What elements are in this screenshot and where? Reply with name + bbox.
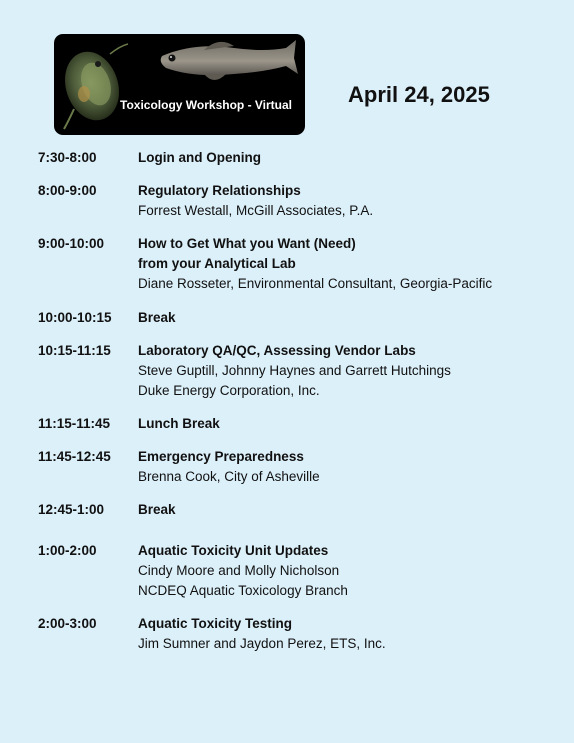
session-title: Aquatic Toxicity Unit Updates <box>138 543 329 558</box>
event-date: April 24, 2025 <box>348 82 490 107</box>
schedule-time: 12:45-1:00 <box>38 502 105 517</box>
session-title: Break <box>138 502 176 517</box>
session-speaker: Steve Guptill, Johnny Haynes and Garrett Hutchings <box>138 363 451 378</box>
session-affiliation: NCDEQ Aquatic Toxicology Branch <box>138 583 348 598</box>
schedule-time: 11:45-12:45 <box>38 449 111 464</box>
session-speaker: Cindy Moore and Molly Nicholson <box>138 563 340 578</box>
session-title-continued: from your Analytical Lab <box>138 256 296 271</box>
schedule-time: 9:00-10:00 <box>38 236 105 251</box>
session-speaker: Jim Sumner and Jaydon Perez, ETS, Inc. <box>138 636 386 651</box>
schedule-time: 8:00-9:00 <box>38 183 97 198</box>
schedule-time: 2:00-3:00 <box>38 616 97 631</box>
fish-image <box>161 40 298 80</box>
schedule-time: 1:00-2:00 <box>38 543 97 558</box>
session-speaker: Diane Rosseter, Environmental Consultant, Georgia-Pacific <box>138 276 493 291</box>
session-affiliation: Duke Energy Corporation, Inc. <box>138 383 320 398</box>
session-title: Break <box>138 310 176 325</box>
session-title: Login and Opening <box>138 150 261 165</box>
session-title: How to Get What you Want (Need) <box>138 236 356 251</box>
session-speaker: Forrest Westall, McGill Associates, P.A. <box>138 203 374 218</box>
session-title: Laboratory QA/QC, Assessing Vendor Labs <box>138 343 416 358</box>
banner-photo <box>54 34 305 135</box>
banner-title: Toxicology Workshop - Virtual <box>120 98 293 112</box>
schedule-time: 10:15-11:15 <box>38 343 111 358</box>
daphnia-image <box>56 44 128 129</box>
session-title: Regulatory Relationships <box>138 183 301 198</box>
session-title: Lunch Break <box>138 416 220 431</box>
schedule-time: 7:30-8:00 <box>38 150 97 165</box>
session-speaker: Brenna Cook, City of Asheville <box>138 469 320 484</box>
session-title: Aquatic Toxicity Testing <box>138 616 293 631</box>
schedule-time: 10:00-10:15 <box>38 310 112 325</box>
banner <box>54 34 305 135</box>
schedule-time: 11:15-11:45 <box>38 416 111 431</box>
session-title: Emergency Preparedness <box>138 449 304 464</box>
